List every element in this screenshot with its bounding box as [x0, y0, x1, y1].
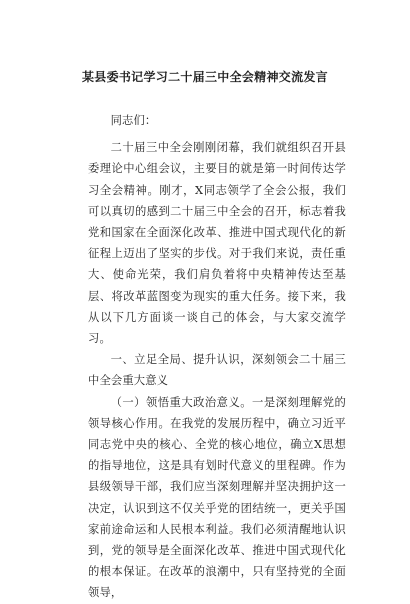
section-heading: 一、立足全局、提升认识，深刻领会二十届三中全会重大意义	[88, 353, 346, 388]
document-title: 某县委书记学习二十届三中全会精神交流发言	[81, 70, 328, 84]
intro-paragraph: 二十届三中全会刚刚闭幕，我们就组织召开县委理论中心组会议，主要目的就是第一时间传达学习全会精神。刚才，X同志领学了全会公报，我们可以真切的感到二十届三中全会的召开，标志着我党和国家在全面深化改革、推进中国式现代化的新征程上迈出了坚实的步伐。对于我们来说，责任重大、使命光荣，我们肩负着将中央精神传达至基层、将改革蓝图变为现实的重大任务。接下来，我从以下几方面谈一谈自己的体会，与大家交流学习。	[88, 141, 346, 346]
salutation: 同志们：	[110, 114, 157, 127]
document-body	[88, 110, 346, 604]
subsection-paragraph: （一）领悟重大政治意义。一是深刻理解党的领导核心作用。在我党的发展历程中，确立习近平同志党中央的核心、全党的核心地位，确立X思想的指导地位，这是具有划时代意义的里程碑。作为县级领导干部，我们应当深刻理解并坚决拥护这一决定，认识到这不仅关乎党的团结统一，更关乎国家前途命运和人民根本利益。我们必须清醒地认识到，党的领导是全面深化改革、推进中国式现代化的根本保证。在改革的浪潮中，只有坚持党的全面领导，	[88, 395, 346, 600]
